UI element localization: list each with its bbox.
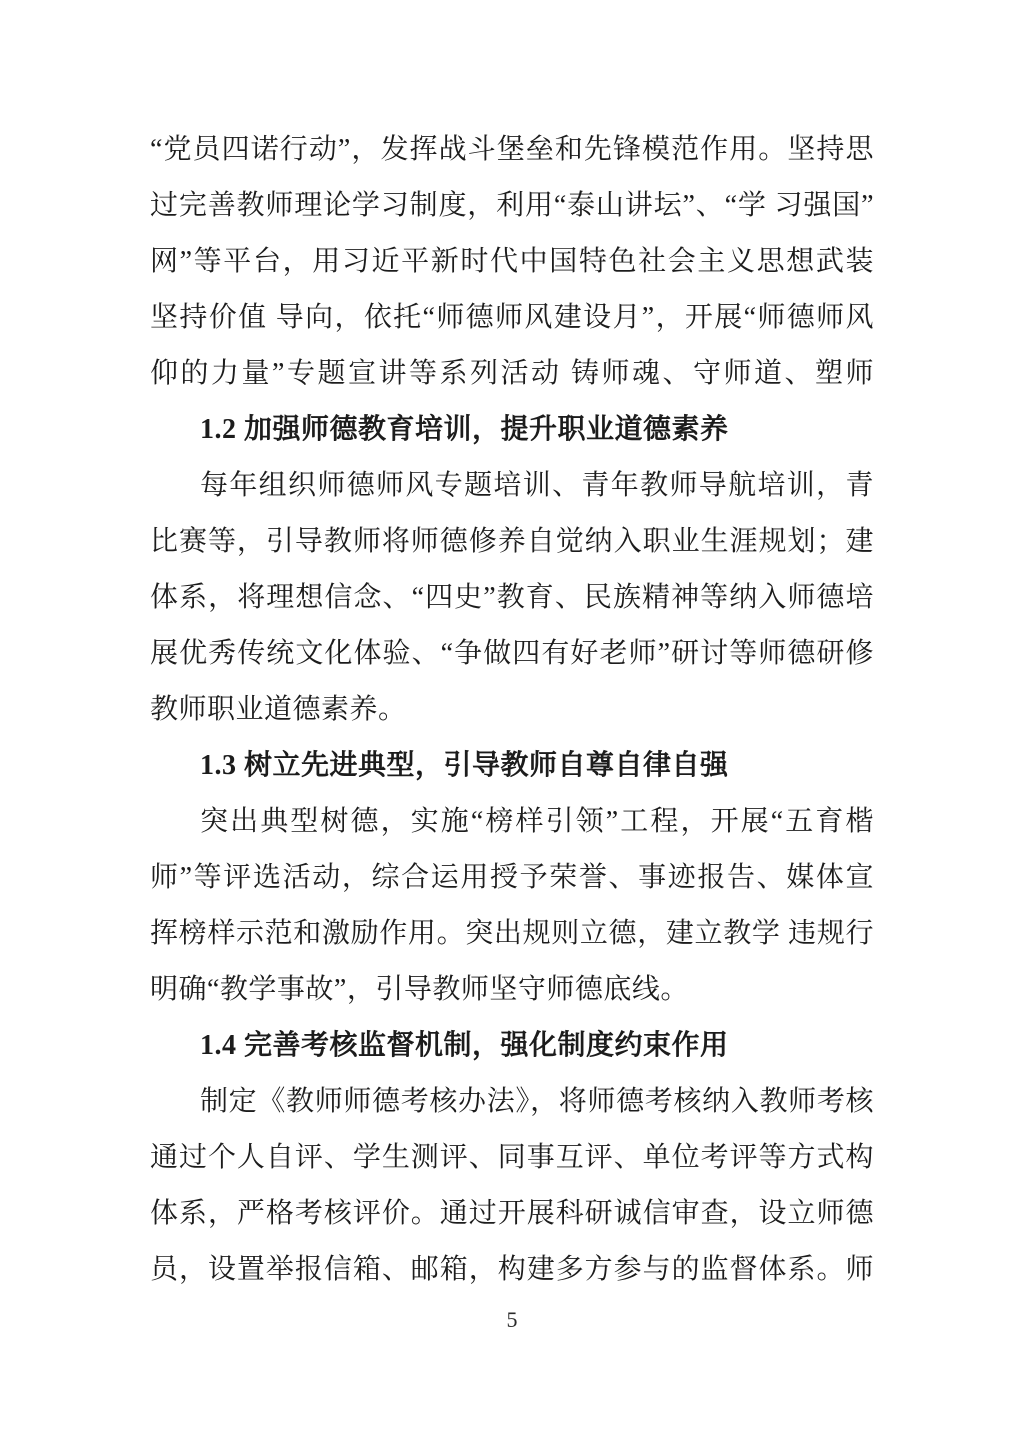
- page-footer: [0, 1300, 1024, 1340]
- paragraph-section-1-3: [150, 794, 874, 1018]
- text-line: 展优秀传统文化体验、“争做四有好老师”研讨等师德研修: [150, 638, 874, 669]
- text-line: 挥榜样示范和激励作用。突出规则立德，建立教学 违规行: [150, 918, 874, 949]
- text-line: 比赛等，引导教师将师德修养自觉纳入职业生涯规划；建: [150, 526, 874, 557]
- text-line: 员，设置举报信箱、邮箱，构建多方参与的监督体系。师: [150, 1254, 874, 1285]
- text-line: 体系，严格考核评价。通过开展科研诚信审查，设立师德: [150, 1198, 874, 1229]
- paragraph-continuation: [150, 122, 874, 402]
- text-line: 每年组织师德师风专题培训、青年教师导航培训，青: [200, 470, 874, 501]
- paragraph-section-1-2: [150, 458, 874, 738]
- text-line: 网”等平台，用习近平新时代中国特色社会主义思想武装: [150, 246, 874, 277]
- text-line: 坚持价值 导向，依托“师德师风建设月”，开展“师德师风: [150, 302, 874, 333]
- document-body: [150, 122, 874, 1298]
- paragraph-section-1-4: [150, 1074, 874, 1298]
- text-line: 体系，将理想信念、“四史”教育、民族精神等纳入师德培: [150, 582, 874, 613]
- text-line: 制定《教师师德考核办法》，将师德考核纳入教师考核: [200, 1086, 874, 1117]
- text-line: 仰的力量”专题宣讲等系列活动 铸师魂、守师道、塑师: [150, 358, 874, 389]
- text-line: 师”等评选活动，综合运用授予荣誉、事迹报告、媒体宣: [150, 862, 874, 893]
- text-line: 通过个人自评、学生测评、同事互评、单位考评等方式构: [150, 1142, 874, 1173]
- page-number: 5: [506, 1307, 518, 1332]
- text-line: 过完善教师理论学习制度，利用“泰山讲坛”、“学 习强国”: [150, 190, 874, 221]
- text-line: “党员四诺行动”，发挥战斗堡垒和先锋模范作用。坚持思: [150, 134, 874, 165]
- text-line: 教师职业道德素养。: [150, 694, 407, 725]
- section-heading-1-4: 1.4 完善考核监督机制，强化制度约束作用: [200, 1030, 729, 1061]
- text-line: 明确“教学事故”，引导教师坚守师德底线。: [150, 974, 689, 1005]
- text-line: 突出典型树德，实施“榜样引领”工程，开展“五育楷: [200, 806, 874, 837]
- section-heading-1-3: 1.3 树立先进典型，引导教师自尊自律自强: [200, 750, 729, 781]
- section-heading-1-2: 1.2 加强师德教育培训，提升职业道德素养: [200, 414, 729, 445]
